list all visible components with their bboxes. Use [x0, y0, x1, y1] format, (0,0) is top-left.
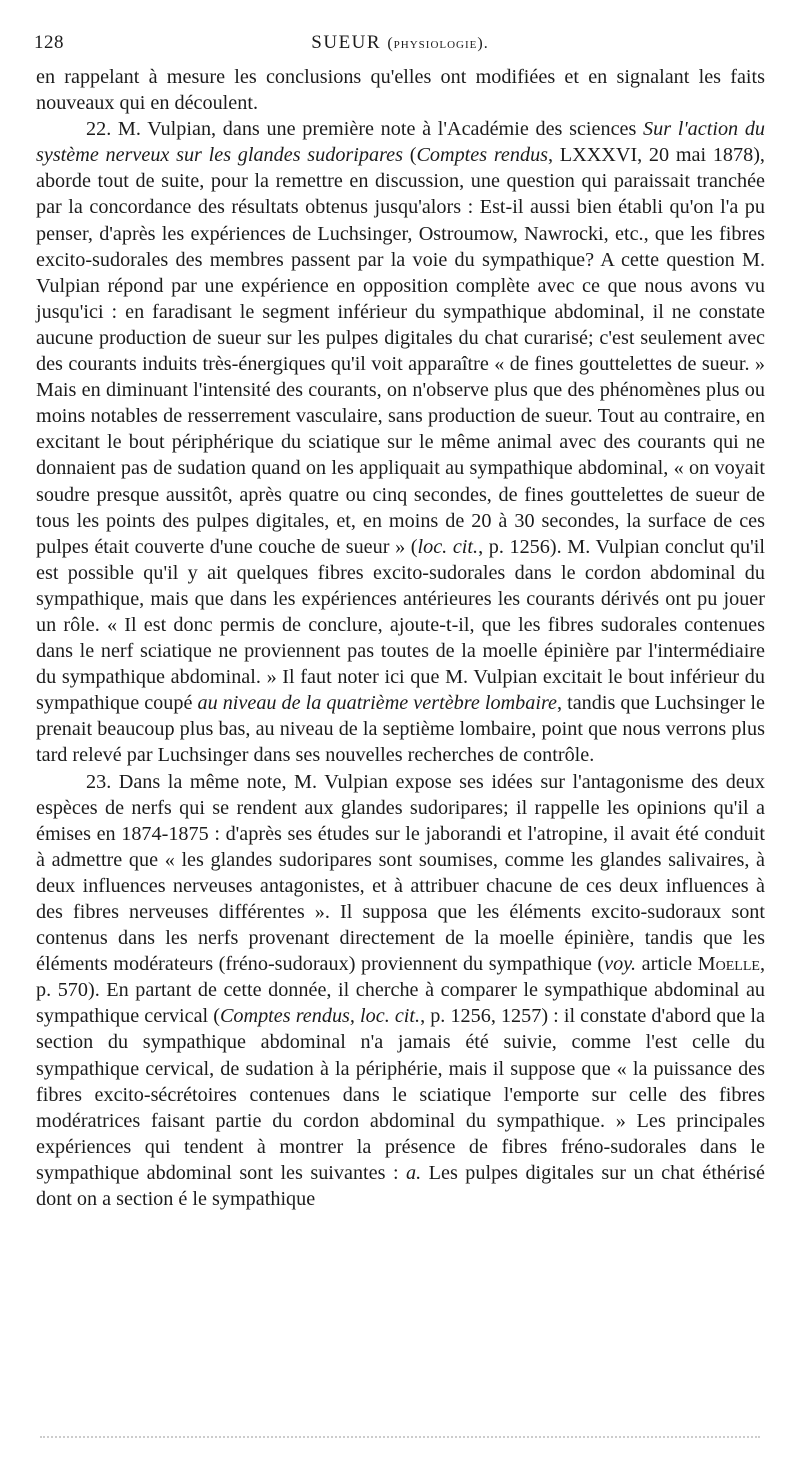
text-span: en rappelant à mesure les conclusions qu'elles ont modifiées et en signalant les faits nouveaux qui en découlent.	[36, 66, 765, 115]
running-header	[34, 32, 766, 62]
bottom-scan-artifact	[40, 1436, 760, 1444]
text-span: 23. Dans la même note, M. Vulpian expose ses idées sur l'antagonisme des deux espèces de nerfs qui se rendent aux glandes sudoripares; il rappelle les opinions qu'il a émises en 1874-1875 : d'après ses études sur le jaborandi et l'atropine, il avait été conduit à admettre que « les glandes sudoripares sont soumises, comme les glandes salivaires, à deux influences nerveuses antagonistes, et à attribuer chacune de ces deux influences à des fibres nerveuses différentes ». Il supposa que les éléments excito-sudoraux sont contenus dans les nerfs provenant directement de la moelle épinière, tandis que les éléments modérateurs (fréno-sudoraux) proviennent du sympathique (	[36, 770, 765, 976]
italic-span: Sur l'action du système nerveux sur les glandes sudoripares	[36, 118, 766, 167]
italic-span: Comptes rendus	[416, 144, 549, 167]
italic-span: a.	[406, 1161, 422, 1184]
text-span: 22. M. Vulpian, dans une première note à l'Académie des sciences	[86, 118, 644, 141]
italic-span: au niveau de la quatrième vertèbre lombaire	[197, 692, 558, 715]
running-title-subtitle: (physiologie).	[387, 35, 489, 52]
running-title-main: SUEUR	[311, 32, 382, 53]
paragraph-22	[36, 116, 765, 768]
text-span: , tandis que Luchsinger le prenait beaucoup plus bas, au niveau de la septième lombaire, point que nous verrons plus tard relevé par Luchsinger dans ses nouvelles recherches de contrôle.	[36, 692, 766, 767]
paragraph-continuation	[36, 64, 765, 116]
italic-span: Comptes rendus, loc. cit.	[219, 1005, 421, 1028]
text-span: , p. 570). En partant de cette donnée, il cherche à comparer le sympathique abdominal au sympathique cervical (	[36, 953, 765, 1028]
smallcaps-span: Moelle	[697, 953, 760, 976]
italic-span: voy.	[604, 953, 637, 976]
text-body	[36, 64, 765, 1212]
text-span: Les pulpes digitales sur un chat éthérisé dont on a section é le sympathique	[36, 1161, 766, 1211]
text-span: , p. 1256, 1257) : il constate d'abord que la section du sympathique abdominal n'a jamais été suivie, comme l'est celle du sympathique cervical, de sudation à la périphérie, mais il suppose que « la puissance des fibres excito-sécrétoires contenues dans le sciatique l'emporte sur celle des fibres modératrices faisant partie du cordon abdominal du sympathique. » Les principales expériences qui tendent à montrer la présence de fibres fréno-sudorales dans le sympathique abdominal sont les suivantes :	[36, 1005, 765, 1184]
running-title	[34, 32, 766, 54]
text-span: , p. 1256). M. Vulpian conclut qu'il est possible qu'il y ait quelques fibres excito-sudorales dans le cordon abdominal du sympathique, mais que dans les expériences antérieures les courants dérivés ont pu jouer un rôle. « Il est donc permis de conclure, ajoute-t-il, que les fibres sudorales contenues dans le nerf sciatique ne proviennent pas toutes de la moelle épinière par l'intermédiaire du sympathique abdominal. » Il faut noter ici que M. Vulpian excitait le bout inférieur du sympathique coupé	[36, 535, 765, 715]
text-span: article	[636, 953, 698, 976]
italic-span: loc. cit.	[417, 535, 479, 558]
paragraph-23	[36, 769, 765, 1213]
text-span: , LXXXVI, 20 mai 1878), aborde tout de suite, pour la remettre en discussion, une question qui paraissait tranchée par la concordance des résultats obtenus jusqu'alors : Est-il aussi bien établi qu'on l'a pu penser, d'après les expériences de Luchsinger, Ostroumow, Nawrocki, etc., que les fibres excito-sudorales des membres passent par la voie du sympathique? A cette question M. Vulpian répond par une expérience en opposition complète avec ce que nous avons vu jusqu'ici : en faradisant le segment inférieur du sympathique abdominal, il ne constate aucune production de sueur sur les pulpes digitales du chat curarisé; c'est seulement avec des courants induits très-énergiques qu'il voit apparaître « de fines gouttelettes de sueur. » Mais en diminuant l'intensité des courants, on n'observe plus que des phénomènes plus ou moins notables de resserrement vasculaire, sans production de sueur. Tout au contraire, en excitant le bout périphérique du sciatique sur le même animal avec des courants qui ne donnaient pas de sudation quand on les appliquait au sympathique abdominal, « on voyait soudre presque aussitôt, après quatre ou cinq secondes, de fines gouttelettes de sueur de tous les points des pulpes digitales, et, en moins de 20 à 30 secondes, la surface de ces pulpes était couverte d'une couche de sueur » (	[36, 144, 765, 558]
text-span: (	[403, 144, 417, 167]
page-number: 128	[34, 32, 64, 53]
